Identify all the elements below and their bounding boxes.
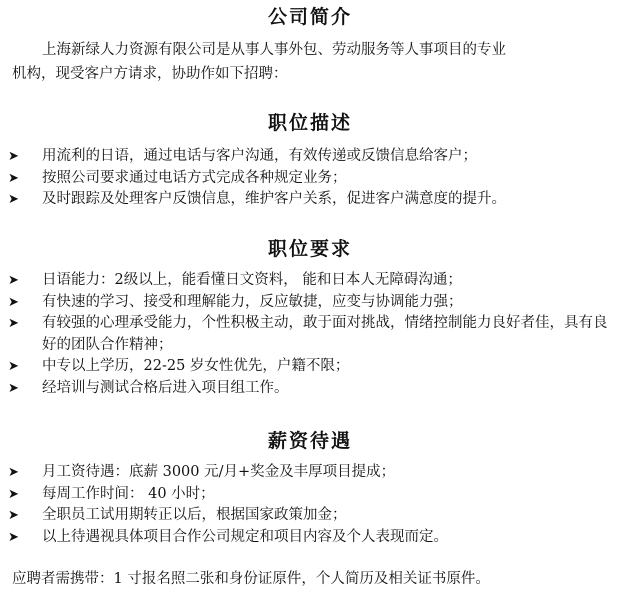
list-item: ➤ 有较强的心理承受能力，个性积极主动，敢于面对挑战，情绪控制能力良好者佳，具有良好的团队合作精神； [8, 315, 608, 353]
arrow-bullet-icon: ➤ [8, 465, 19, 480]
arrow-bullet-icon: ➤ [8, 486, 19, 502]
list-item: ➤ 每周工作时间： 40 小时； [8, 484, 612, 506]
list-item: ➤ 用流利的日语，通过电话与客户沟通，有效传递或反馈信息给客户； [8, 146, 612, 168]
applicant-requirements-note: 应聘者需携带：1 寸报名照二张和身份证原件，个人简历及相关证书原件。 [12, 571, 490, 587]
job-description-list [8, 146, 612, 211]
job-requirements-title: 职位要求 [267, 238, 352, 260]
arrow-bullet-icon: ➤ [8, 192, 19, 207]
list-item: ➤ 全职员工试用期转正以后，根据国家政策加金； [8, 505, 612, 527]
arrow-bullet-icon: ➤ [8, 316, 19, 331]
job-description-title: 职位描述 [267, 112, 352, 134]
arrow-bullet-icon: ➤ [8, 508, 19, 523]
list-item: ➤ 经培训与测试合格后进入项目组工作。 [8, 378, 612, 400]
arrow-bullet-icon: ➤ [8, 359, 19, 374]
compensation-title: 薪资待遇 [267, 430, 352, 452]
arrow-bullet-icon: ➤ [8, 294, 19, 310]
list-item: ➤ 及时跟踪及处理客户反馈信息，维护客户关系，促进客户满意度的提升。 [8, 189, 612, 211]
company-intro-paragraph [12, 38, 612, 86]
company-intro-line-2: 机构，现受客户方请求，协助作如下招聘： [12, 66, 288, 82]
list-item: ➤ 中专以上学历，22-25 岁女性优先，户籍不限； [8, 356, 612, 378]
job-requirements-list [8, 270, 612, 399]
company-intro-line-1: 上海新绿人力资源有限公司是从事人事外包、劳动服务等人事项目的专业 [42, 42, 506, 58]
compensation-list [8, 462, 612, 548]
list-item: ➤ 日语能力：2级以上，能看懂日文资料， 能和日本人无障碍沟通； [8, 270, 612, 292]
list-item: ➤ 月工资待遇：底薪 3000 元/月+奖金及丰厚项目提成； [8, 462, 612, 484]
arrow-bullet-icon: ➤ [8, 273, 19, 288]
arrow-bullet-icon: ➤ [8, 529, 19, 545]
arrow-bullet-icon: ➤ [8, 380, 19, 396]
list-item: ➤ 有快速的学习、接受和理解能力，反应敏捷，应变与协调能力强； [8, 292, 612, 314]
arrow-bullet-icon: ➤ [8, 149, 19, 164]
arrow-bullet-icon: ➤ [8, 170, 19, 186]
company-intro-title: 公司简介 [267, 6, 352, 28]
list-item: ➤ 按照公司要求通过电话方式完成各种规定业务； [8, 168, 612, 190]
list-item: ➤ 以上待遇视具体项目合作公司规定和项目内容及个人表现而定。 [8, 527, 612, 549]
